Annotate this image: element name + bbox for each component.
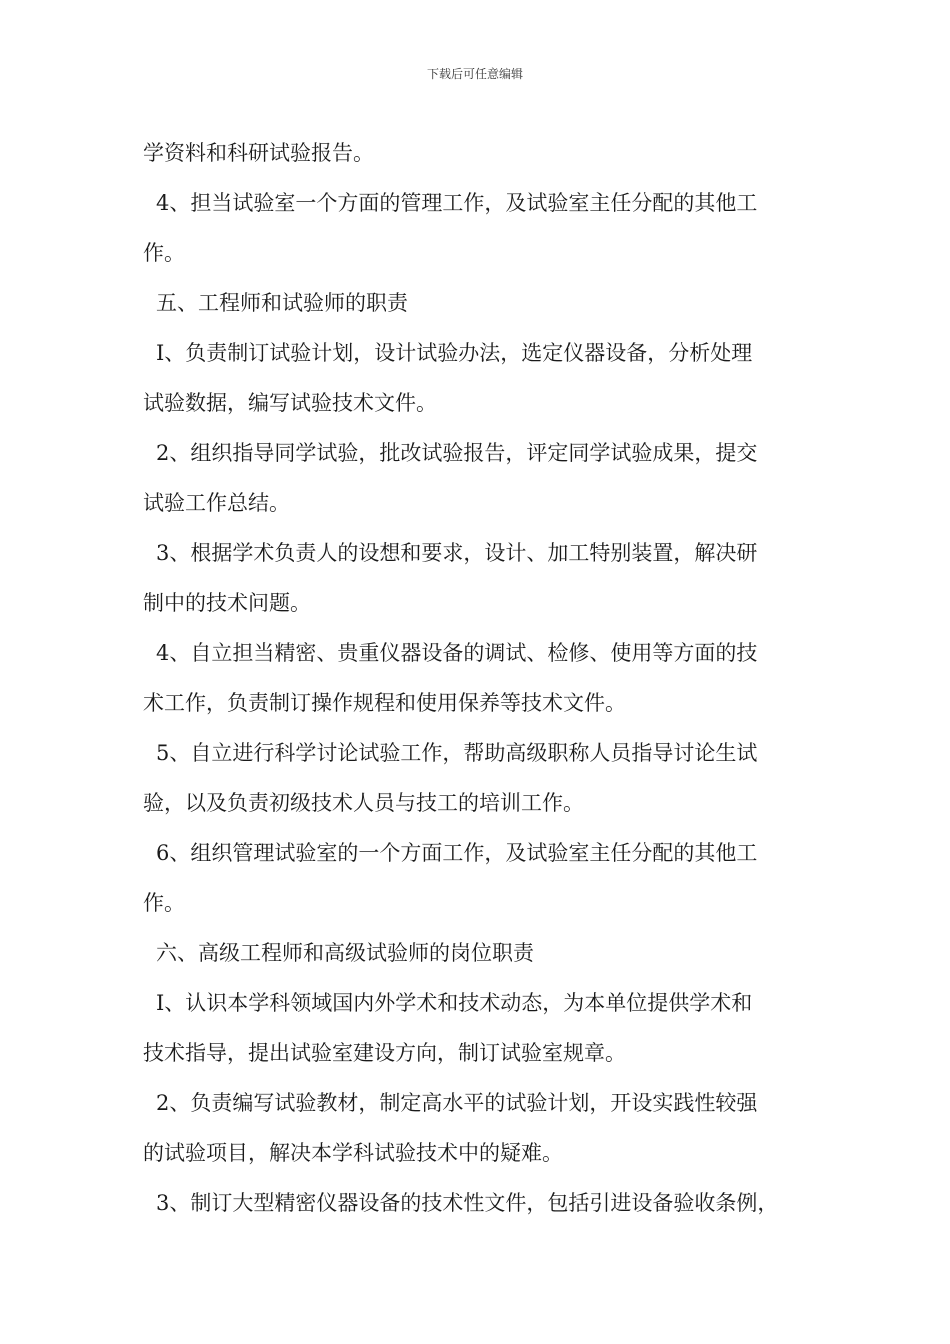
document-body xyxy=(143,128,813,1228)
text-line: 技术指导，提出试验室建设方向，制订试验室规章。 xyxy=(143,1041,626,1065)
text-line: 验，以及负责初级技术人员与技工的培训工作。 xyxy=(143,791,584,815)
text-line: 4、自立担当精密、贵重仪器设备的调试、检修、使用等方面的技 xyxy=(156,641,758,665)
text-line: 作。 xyxy=(143,241,185,265)
text-line: 术工作，负责制订操作规程和使用保养等技术文件。 xyxy=(143,691,626,715)
text-line: I、负责制订试验计划，设计试验办法，选定仪器设备，分析处理 xyxy=(156,341,753,365)
text-line: 5、自立进行科学讨论试验工作，帮助高级职称人员指导讨论生试 xyxy=(156,741,758,765)
text-line: 2、组织指导同学试验，批改试验报告，评定同学试验成果，提交 xyxy=(156,441,758,465)
text-line: 试验工作总结。 xyxy=(143,491,290,515)
text-line: 6、组织管理试验室的一个方面工作，及试验室主任分配的其他工 xyxy=(156,841,758,865)
text-line: 作。 xyxy=(143,891,185,915)
text-line: 3、根据学术负责人的设想和要求，设计、加工特别装置，解决研 xyxy=(156,541,758,565)
text-line: 的试验项目，解决本学科试验技术中的疑难。 xyxy=(143,1141,563,1165)
text-line: 制中的技术问题。 xyxy=(143,591,311,615)
text-line: 学资料和科研试验报告。 xyxy=(143,141,374,165)
text-line: 2、负责编写试验教材，制定高水平的试验计划，开设实践性较强 xyxy=(156,1091,758,1115)
section-heading: 五、工程师和试验师的职责 xyxy=(156,291,408,315)
section-heading: 六、高级工程师和高级试验师的岗位职责 xyxy=(156,941,534,965)
text-line: 试验数据，编写试验技术文件。 xyxy=(143,391,437,415)
text-line: 3、制订大型精密仪器设备的技术性文件，包括引进设备验收条例， xyxy=(156,1191,779,1215)
text-line: I、认识本学科领域国内外学术和技术动态，为本单位提供学术和 xyxy=(156,991,753,1015)
text-line: 4、担当试验室一个方面的管理工作，及试验室主任分配的其他工 xyxy=(156,191,758,215)
page-header: 下载后可任意编辑 xyxy=(426,67,523,81)
